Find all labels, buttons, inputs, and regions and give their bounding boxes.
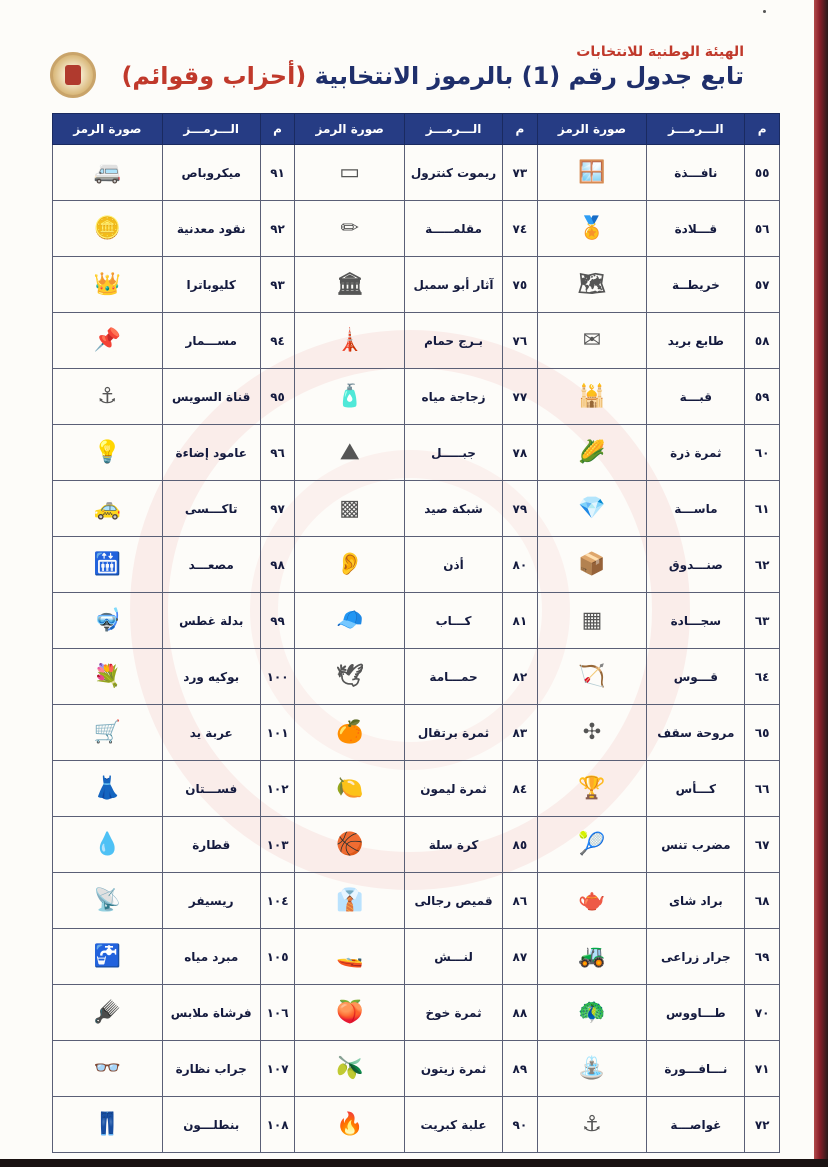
symbol-number: ٧٢	[745, 1097, 780, 1153]
table-row	[53, 369, 780, 425]
symbol-number: ٩١	[260, 145, 295, 201]
symbol-image	[537, 985, 647, 1041]
peach-icon: 🍑	[335, 999, 364, 1025]
matchbox-icon: 🔥	[335, 1111, 364, 1137]
symbol-image	[295, 313, 405, 369]
symbol-image	[53, 1041, 163, 1097]
symbol-image	[295, 929, 405, 985]
symbol-image	[537, 425, 647, 481]
symbol-image	[537, 257, 647, 313]
page-edge-bottom	[0, 1159, 828, 1167]
symbol-name: مصعـــد	[162, 537, 260, 593]
symbol-image	[53, 257, 163, 313]
symbol-image	[295, 145, 405, 201]
symbol-image	[53, 145, 163, 201]
symbol-image	[537, 201, 647, 257]
nail-icon: 📌	[93, 327, 122, 353]
symbol-number: ٨٧	[503, 929, 538, 985]
symbol-image	[295, 873, 405, 929]
symbol-number: ٥٥	[745, 145, 780, 201]
symbol-image	[53, 481, 163, 537]
symbol-name: بـرج حمام	[405, 313, 503, 369]
table-row	[53, 817, 780, 873]
symbol-number: ٧٧	[503, 369, 538, 425]
basketball-icon: 🏀	[335, 831, 364, 857]
bow-icon: 🏹	[578, 663, 606, 689]
symbol-image	[295, 985, 405, 1041]
table-row	[53, 593, 780, 649]
symbol-number: ٦٥	[745, 705, 780, 761]
cleopatra-icon: 👑	[93, 271, 122, 297]
symbol-name: خريطــة	[647, 257, 745, 313]
cap-icon: 🧢	[335, 607, 364, 633]
receiver-icon: 📡	[93, 887, 122, 913]
election-authority-logo	[50, 52, 96, 98]
dropper-icon: 💧	[93, 831, 122, 857]
table-row	[53, 537, 780, 593]
symbol-number: ١٠٥	[260, 929, 295, 985]
table-row	[53, 425, 780, 481]
hand-cart-icon: 🛒	[93, 719, 122, 745]
symbol-name: كـــأس	[647, 761, 745, 817]
clothes-brush-icon: 🪮	[93, 999, 122, 1025]
table-row	[53, 929, 780, 985]
symbol-number: ٦٧	[745, 817, 780, 873]
symbol-name: طـــاووس	[647, 985, 745, 1041]
col-symbol-header: الـــرمـــز	[162, 114, 260, 145]
minibus-icon: 🚐	[93, 159, 122, 185]
symbol-number: ٧٥	[503, 257, 538, 313]
col-image-header: صورة الرمز	[537, 114, 647, 145]
table-row	[53, 481, 780, 537]
water-cooler-icon: 🚰	[93, 943, 122, 969]
col-image-header: صورة الرمز	[53, 114, 163, 145]
symbol-number: ٦٢	[745, 537, 780, 593]
col-num-header: م	[503, 114, 538, 145]
symbol-name: قميص رجالى	[405, 873, 503, 929]
glasses-case-icon: 👓	[93, 1055, 122, 1081]
symbol-image	[295, 369, 405, 425]
symbol-name: آثار أبو سمبل	[405, 257, 503, 313]
trousers-icon: 👖	[93, 1111, 122, 1137]
symbol-name: قطارة	[162, 817, 260, 873]
symbol-image	[537, 1041, 647, 1097]
page-title	[121, 62, 744, 90]
symbol-image	[537, 369, 647, 425]
symbol-number: ٧٤	[503, 201, 538, 257]
ear-icon: 👂	[335, 551, 364, 577]
symbol-name: نافـــذة	[647, 145, 745, 201]
symbol-name: ثمرة برتقال	[405, 705, 503, 761]
table-row	[53, 1041, 780, 1097]
table-row	[53, 649, 780, 705]
agency-name: الهيئة الوطنية للانتخابات	[576, 44, 744, 60]
symbol-number: ٧٦	[503, 313, 538, 369]
symbol-number: ٨٥	[503, 817, 538, 873]
symbol-number: ٨٤	[503, 761, 538, 817]
symbol-image	[53, 761, 163, 817]
symbol-name: جراب نظارة	[162, 1041, 260, 1097]
symbol-image	[295, 201, 405, 257]
symbol-name: ثمرة ذرة	[647, 425, 745, 481]
symbol-image	[295, 257, 405, 313]
pigeon-tower-icon: 🗼	[335, 327, 364, 353]
carpet-icon: ▦	[581, 607, 603, 633]
lamp-post-icon: 💡	[93, 439, 122, 465]
table-row	[53, 873, 780, 929]
symbol-name: علبة كبريت	[405, 1097, 503, 1153]
symbol-number: ٨٣	[503, 705, 538, 761]
symbol-name: كـــاب	[405, 593, 503, 649]
symbol-number: ٦٣	[745, 593, 780, 649]
symbol-name: ميكروباص	[162, 145, 260, 201]
symbol-number: ٧١	[745, 1041, 780, 1097]
symbol-number: ٦٩	[745, 929, 780, 985]
symbol-image	[537, 649, 647, 705]
mountain-icon: ⛰	[340, 439, 359, 465]
symbol-image	[295, 481, 405, 537]
symbol-image	[295, 817, 405, 873]
suez-canal-icon: ⚓	[97, 383, 118, 409]
symbol-name: مضرب تنس	[647, 817, 745, 873]
symbol-name: بوكيه ورد	[162, 649, 260, 705]
submarine-icon: ⚓	[582, 1111, 602, 1137]
symbol-image	[53, 201, 163, 257]
postage-stamp-icon: ✉	[582, 327, 602, 353]
symbol-number: ٩٩	[260, 593, 295, 649]
symbol-name: نقود معدنية	[162, 201, 260, 257]
pigeon-icon: 🕊	[335, 663, 364, 689]
bouquet-icon: 💐	[93, 663, 122, 689]
symbol-image	[295, 425, 405, 481]
symbol-name: حمـــامة	[405, 649, 503, 705]
table-row	[53, 201, 780, 257]
symbol-name: أذن	[405, 537, 503, 593]
col-num-header: م	[260, 114, 295, 145]
symbol-name: نـــافـــورة	[647, 1041, 745, 1097]
abu-simbel-icon: 🏛	[335, 271, 364, 297]
symbol-number: ٨٨	[503, 985, 538, 1041]
symbol-image	[537, 145, 647, 201]
corn-icon: 🌽	[578, 439, 606, 465]
symbol-number: ١٠٣	[260, 817, 295, 873]
symbol-number: ٥٨	[745, 313, 780, 369]
symbol-image	[53, 873, 163, 929]
symbol-image	[53, 1097, 163, 1153]
ceiling-fan-icon: ✣	[582, 719, 602, 745]
symbol-number: ٦٤	[745, 649, 780, 705]
medal-necklace-icon: 🏅	[578, 215, 606, 241]
symbol-name: ريموت كنترول	[405, 145, 503, 201]
symbol-name: ريسيفر	[162, 873, 260, 929]
symbol-number: ٥٦	[745, 201, 780, 257]
symbol-name: زجاجة مياه	[405, 369, 503, 425]
symbol-name: بنطلـــون	[162, 1097, 260, 1153]
symbol-name: صنـــدوق	[647, 537, 745, 593]
symbol-name: قناة السويس	[162, 369, 260, 425]
symbol-number: ٩٥	[260, 369, 295, 425]
lemon-icon: 🍋	[335, 775, 364, 801]
symbol-name: بدلة غطس	[162, 593, 260, 649]
symbol-image	[537, 537, 647, 593]
symbol-number: ٥٧	[745, 257, 780, 313]
symbol-name: سجـــادة	[647, 593, 745, 649]
symbol-name: عامود إضاءة	[162, 425, 260, 481]
symbol-number: ٨١	[503, 593, 538, 649]
symbol-image	[537, 705, 647, 761]
symbol-name: شبكة صيد	[405, 481, 503, 537]
symbol-image	[53, 929, 163, 985]
symbol-image	[295, 593, 405, 649]
symbol-number: ١٠٨	[260, 1097, 295, 1153]
olive-icon: 🫒	[335, 1055, 364, 1081]
symbol-image	[53, 705, 163, 761]
symbol-number: ٦٠	[745, 425, 780, 481]
col-symbol-header: الـــرمـــز	[405, 114, 503, 145]
elevator-icon: 🛗	[93, 551, 122, 577]
title-main: تابع جدول رقم (1) بالرموز الانتخابية	[314, 62, 744, 90]
symbol-image	[295, 705, 405, 761]
symbol-number: ٦٨	[745, 873, 780, 929]
symbol-image	[537, 1097, 647, 1153]
symbol-number: ٧٩	[503, 481, 538, 537]
symbol-name: جبـــــل	[405, 425, 503, 481]
symbol-number: ٩٧	[260, 481, 295, 537]
diamond-icon: 💎	[578, 495, 606, 521]
symbol-image	[537, 313, 647, 369]
table-row	[53, 985, 780, 1041]
symbol-image	[295, 537, 405, 593]
symbol-name: غواصـــة	[647, 1097, 745, 1153]
tractor-icon: 🚜	[578, 943, 606, 969]
coins-icon: 🪙	[93, 215, 122, 241]
page-edge-right	[814, 0, 828, 1167]
symbol-number: ٨٦	[503, 873, 538, 929]
symbol-number: ١٠٢	[260, 761, 295, 817]
box-icon: 📦	[578, 551, 606, 577]
fishing-net-icon: ▩	[339, 495, 361, 521]
symbol-name: تاكـــسى	[162, 481, 260, 537]
symbol-number: ١٠٧	[260, 1041, 295, 1097]
symbol-number: ١٠٦	[260, 985, 295, 1041]
symbol-name: ثمرة زيتون	[405, 1041, 503, 1097]
orange-icon: 🍊	[335, 719, 364, 745]
symbol-number: ٩٦	[260, 425, 295, 481]
symbol-number: ٦١	[745, 481, 780, 537]
symbol-name: ثمرة ليمون	[405, 761, 503, 817]
symbol-name: جرار زراعى	[647, 929, 745, 985]
symbol-name: كليوباترا	[162, 257, 260, 313]
symbol-name: فســـتان	[162, 761, 260, 817]
table-body	[53, 145, 780, 1153]
symbol-image	[537, 593, 647, 649]
symbol-image	[53, 425, 163, 481]
speedboat-icon: 🚤	[335, 943, 364, 969]
symbol-image	[295, 649, 405, 705]
fountain-icon: ⛲	[578, 1055, 606, 1081]
symbol-image	[53, 369, 163, 425]
symbol-image	[53, 313, 163, 369]
symbol-image	[295, 1041, 405, 1097]
symbol-number: ١٠٠	[260, 649, 295, 705]
symbol-number: ٨٢	[503, 649, 538, 705]
remote-control-icon: ▭	[339, 159, 361, 185]
symbol-name: مســـمار	[162, 313, 260, 369]
trophy-icon: 🏆	[578, 775, 606, 801]
peacock-icon: 🦚	[578, 999, 606, 1025]
symbol-name: عربة يد	[162, 705, 260, 761]
table-row	[53, 705, 780, 761]
diving-suit-icon: 🤿	[93, 607, 122, 633]
symbol-name: فرشاة ملابس	[162, 985, 260, 1041]
symbol-image	[53, 985, 163, 1041]
title-accent: (أحزاب وقوائم)	[121, 62, 307, 90]
symbol-image	[537, 929, 647, 985]
symbol-image	[53, 817, 163, 873]
symbol-image	[537, 481, 647, 537]
symbol-image	[295, 1097, 405, 1153]
symbol-number: ٦٦	[745, 761, 780, 817]
scan-dot	[763, 10, 766, 13]
symbol-name: قبـــة	[647, 369, 745, 425]
symbols-table	[52, 113, 780, 1153]
symbol-name: قـــلادة	[647, 201, 745, 257]
symbol-number: ١٠٤	[260, 873, 295, 929]
symbol-number: ٨٩	[503, 1041, 538, 1097]
symbol-number: ٨٠	[503, 537, 538, 593]
symbol-name: مبرد مياه	[162, 929, 260, 985]
col-symbol-header: الـــرمـــز	[647, 114, 745, 145]
shirt-icon: 👔	[335, 887, 364, 913]
symbol-image	[53, 593, 163, 649]
tennis-racket-icon: 🎾	[578, 831, 606, 857]
symbol-number: ٥٩	[745, 369, 780, 425]
symbol-image	[53, 649, 163, 705]
teapot-icon: 🫖	[578, 887, 606, 913]
symbol-name: لنـــش	[405, 929, 503, 985]
water-bottle-icon: 🧴	[335, 383, 364, 409]
symbol-name: براد شاى	[647, 873, 745, 929]
symbol-name: مروحة سقف	[647, 705, 745, 761]
table-header-row	[53, 114, 780, 145]
taxi-icon: 🚕	[93, 495, 122, 521]
table-row	[53, 145, 780, 201]
symbol-image	[537, 873, 647, 929]
symbol-number: ٩٣	[260, 257, 295, 313]
table-row	[53, 313, 780, 369]
table-row	[53, 1097, 780, 1153]
symbol-name: كرة سلة	[405, 817, 503, 873]
symbol-number: ٩٨	[260, 537, 295, 593]
map-icon: 🗺	[578, 271, 606, 297]
window-icon: 🪟	[578, 159, 606, 185]
symbol-name: طابع بريد	[647, 313, 745, 369]
symbol-image	[53, 537, 163, 593]
table-row	[53, 257, 780, 313]
col-num-header: م	[745, 114, 780, 145]
symbol-image	[537, 761, 647, 817]
dress-icon: 👗	[93, 775, 122, 801]
symbol-name: قـــوس	[647, 649, 745, 705]
symbol-number: ١٠١	[260, 705, 295, 761]
symbol-name: ماســـة	[647, 481, 745, 537]
symbol-number: ٧٣	[503, 145, 538, 201]
symbol-number: ٧٠	[745, 985, 780, 1041]
pencil-cup-icon: ✏	[340, 215, 359, 241]
symbol-number: ٩٠	[503, 1097, 538, 1153]
symbol-number: ٧٨	[503, 425, 538, 481]
col-image-header: صورة الرمز	[295, 114, 405, 145]
symbol-name: ثمرة خوخ	[405, 985, 503, 1041]
dome-icon: 🕌	[578, 383, 606, 409]
symbol-number: ٩٢	[260, 201, 295, 257]
symbol-name: مقلمـــــة	[405, 201, 503, 257]
symbol-number: ٩٤	[260, 313, 295, 369]
table-row	[53, 761, 780, 817]
symbol-image	[537, 817, 647, 873]
symbol-image	[295, 761, 405, 817]
